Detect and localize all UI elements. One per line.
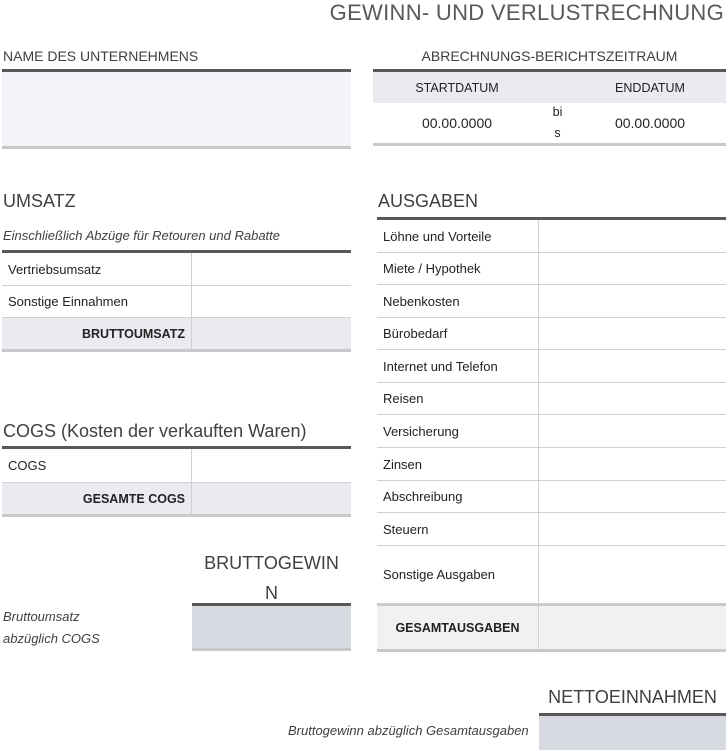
expense-row-label: Versicherung — [377, 415, 539, 447]
gross-revenue-label: BRUTTOUMSATZ — [2, 318, 192, 349]
table-row — [377, 318, 726, 350]
company-name-field[interactable] — [2, 69, 351, 149]
revenue-heading: UMSATZ — [3, 191, 76, 211]
expense-row-value[interactable] — [539, 513, 726, 545]
revenue-note: Einschließlich Abzüge für Retouren und Rabatte — [3, 228, 281, 243]
expense-row-label: Abschreibung — [377, 481, 539, 512]
bis-top: bi — [552, 105, 563, 119]
table-row — [377, 513, 726, 546]
expenses-heading: AUSGABEN — [378, 191, 479, 211]
gross-profit-note-line1: Bruttoumsatz — [3, 609, 80, 624]
expense-row-value[interactable] — [539, 253, 726, 284]
period-table — [373, 69, 726, 146]
revenue-row-value[interactable] — [192, 253, 351, 285]
total-expenses-label: GESAMTAUSGABEN — [377, 606, 539, 649]
end-date-header: ENDDATUM — [615, 80, 685, 95]
revenue-row-label: Vertriebsumsatz — [2, 253, 192, 285]
period-label: ABRECHNUNGS-BERICHTSZEITRAUM — [421, 48, 678, 64]
gross-profit-heading-line1: BRUTTOGEWIN — [204, 553, 339, 573]
revenue-row-value[interactable] — [192, 286, 351, 317]
net-income-heading: NETTOEINNAHMEN — [548, 687, 717, 707]
table-row — [2, 253, 351, 286]
table-row — [377, 481, 726, 513]
net-income-value[interactable] — [539, 713, 726, 750]
total-expenses-value[interactable] — [539, 606, 726, 649]
company-name-label: NAME DES UNTERNEHMENS — [3, 48, 199, 64]
cogs-table — [2, 446, 351, 517]
expense-row-value[interactable] — [539, 318, 726, 349]
start-date-header: STARTDATUM — [415, 80, 499, 95]
table-row — [377, 383, 726, 415]
expense-row-label: Internet und Telefon — [377, 350, 539, 382]
expense-row-label: Löhne und Vorteile — [377, 220, 539, 252]
total-cogs-row — [2, 483, 351, 517]
table-row — [377, 448, 726, 481]
bis-separator — [541, 102, 574, 144]
table-row — [377, 285, 726, 318]
page-title: GEWINN- UND VERLUSTRECHNUNG — [329, 0, 724, 25]
period-header-row — [373, 72, 726, 103]
cogs-row-label: COGS — [2, 449, 192, 482]
table-row — [377, 546, 726, 604]
total-expenses-row — [377, 606, 726, 652]
cogs-heading: COGS (Kosten der verkauften Waren) — [3, 421, 307, 441]
gross-profit-heading-line2: N — [265, 583, 278, 603]
expense-row-label: Zinsen — [377, 448, 539, 480]
table-row — [377, 220, 726, 253]
expenses-table — [377, 217, 726, 652]
expense-row-value[interactable] — [539, 481, 726, 512]
expense-row-value[interactable] — [539, 350, 726, 382]
total-cogs-label: GESAMTE COGS — [2, 483, 192, 514]
total-cogs-value[interactable] — [192, 483, 351, 514]
expense-row-value[interactable] — [539, 415, 726, 447]
expense-row-label: Sonstige Ausgaben — [377, 546, 539, 603]
period-values-row — [373, 103, 726, 146]
expense-row-value[interactable] — [539, 285, 726, 317]
expense-row-value[interactable] — [539, 220, 726, 252]
gross-revenue-row — [2, 318, 351, 352]
expense-row-value[interactable] — [539, 546, 726, 603]
gross-revenue-value[interactable] — [192, 318, 351, 349]
table-row — [377, 253, 726, 285]
gross-profit-note-line2: abzüglich COGS — [3, 631, 100, 646]
bis-bottom: s — [554, 126, 561, 140]
expense-row-label: Reisen — [377, 383, 539, 414]
revenue-table — [2, 250, 351, 352]
gross-profit-value[interactable] — [192, 603, 351, 651]
cogs-row-value[interactable] — [192, 449, 351, 482]
expense-row-label: Nebenkosten — [377, 285, 539, 317]
start-date-value[interactable]: 00.00.0000 — [421, 115, 493, 131]
table-row — [2, 286, 351, 318]
expense-row-label: Miete / Hypothek — [377, 253, 539, 284]
gross-profit-note — [3, 606, 100, 650]
expense-row-value[interactable] — [539, 448, 726, 480]
net-income-note: Bruttogewinn abzüglich Gesamtausgaben — [288, 723, 529, 738]
expense-row-label: Bürobedarf — [377, 318, 539, 349]
end-date-value[interactable]: 00.00.0000 — [614, 115, 686, 131]
table-row — [377, 415, 726, 448]
expense-row-value[interactable] — [539, 383, 726, 414]
table-row — [2, 449, 351, 483]
revenue-row-label: Sonstige Einnahmen — [2, 286, 192, 317]
table-row — [377, 350, 726, 383]
gross-profit-heading — [192, 548, 351, 608]
expense-row-label: Steuern — [377, 513, 539, 545]
